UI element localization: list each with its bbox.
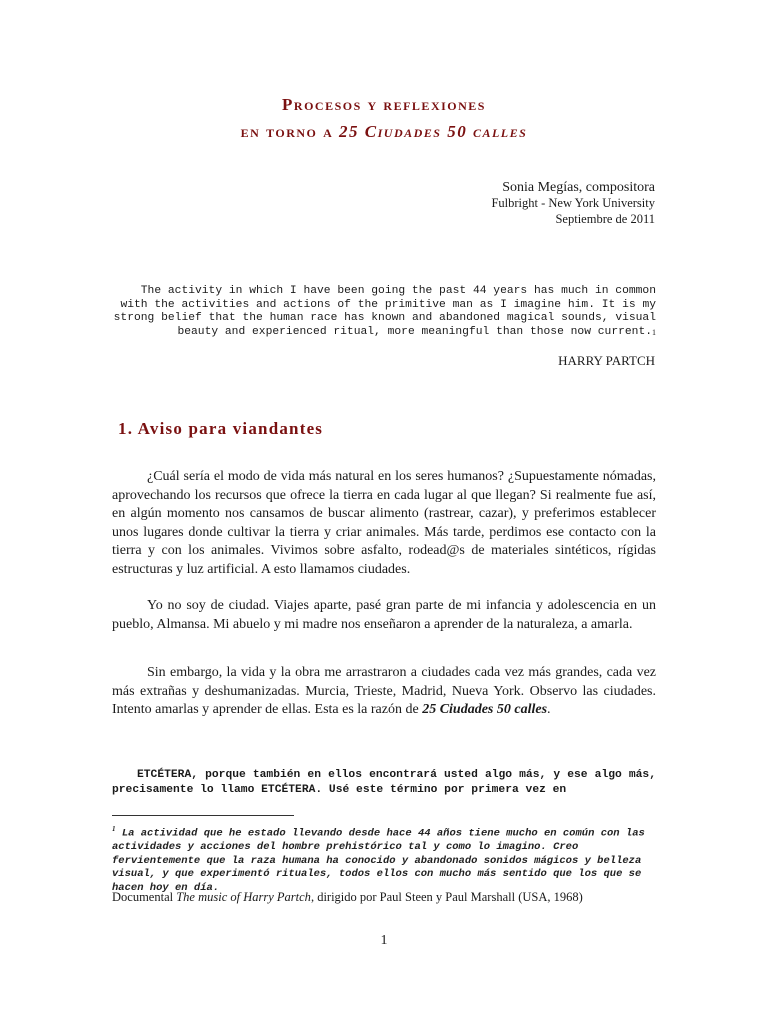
footnote-source xyxy=(112,890,583,905)
page-number: 1 xyxy=(380,933,388,948)
footnote-number: 1 xyxy=(112,825,116,833)
footnote-text: La actividad que he estado llevando desde hace 44 años tiene mucho en común con las actividades y acciones del hombre prehistórico tal y como lo imagino. Creo fervientemente que la raza humana ha conocido y abandonado sonidos mágicos y belleza visual, y que experimentó rituales, todos ellos con mucho más sentido que los que se hacen hoy en día. xyxy=(112,827,645,894)
paragraph-3-end: . xyxy=(547,702,551,717)
paragraph-1 xyxy=(112,468,656,579)
author-name: Sonia Megías, compositora xyxy=(502,180,655,195)
epigraph-text: The activity in which I have been going the past 44 years has much in common with the activities and actions of the primitive man as I imagine him. It is my strong belief that the human race has known and abandoned magical sounds, visual beauty and experienced ritual, more meaningful than those now current. xyxy=(113,285,656,338)
title-text-1: Procesos y reflexiones xyxy=(282,95,486,114)
section-heading: 1. Aviso para viandantes xyxy=(118,419,324,438)
author-date: Septiembre de 2011 xyxy=(555,212,655,226)
paragraph-2 xyxy=(112,597,656,634)
epigraph xyxy=(112,285,656,339)
title-line-1 xyxy=(0,95,768,115)
work-title: 25 Ciudades 50 calles xyxy=(422,702,548,717)
footnote-divider xyxy=(112,815,294,816)
author-affiliation: Fulbright - New York University xyxy=(491,196,655,210)
epigraph-attribution: HARRY PARTCH xyxy=(558,353,655,368)
quote-text: ETCÉTERA, porque también en ellos encontrará usted algo más, y ese algo más, precisamente lo llamo ETCÉTERA. Usé este término por primera vez en xyxy=(112,769,656,796)
footnote xyxy=(112,823,656,895)
source-suffix: , dirigido por Paul Steen y Paul Marshall (USA, 1968) xyxy=(310,890,583,904)
paragraph-3-text: Sin embargo, la vida y la obra me arrastraron a ciudades cada vez más grandes, cada vez más extrañas y deshumanizadas. Murcia, Trieste, Madrid, Nueva York. Observo las ciudades. Intento amarlas y aprender de ellas. Esta es la razón de xyxy=(112,665,656,717)
title-work-name: 25 Ciudades 50 calles xyxy=(339,122,528,141)
footnote-ref[interactable]: 1 xyxy=(652,327,656,337)
source-title: The music of Harry Partch xyxy=(176,890,311,904)
source-prefix: Documental xyxy=(112,890,177,904)
title-line-2 xyxy=(0,122,768,142)
paragraph-2-text: Yo no soy de ciudad. Viajes aparte, pasé gran parte de mi infancia y adolescencia en un pueblo, Almansa. Mi abuelo y mi madre nos enseñaron a aprender de la naturaleza, a amarla. xyxy=(112,598,656,632)
paragraph-1-text: ¿Cuál sería el modo de vida más natural en los seres humanos? ¿Supuestamente nómadas, aprovechando los recursos que ofrece la tierra en cada lugar al que llegan? Si realmente fue así, en algún momento nos cansamos de buscar alimento (rastrear, cazar), y preferimos establecer unos lugares donde cultivar la tierra y criar animales. Más tarde, perdimos ese contacto con la tierra y con los animales. Vivimos sobre asfalto, rodead@s de materiales sintéticos, rígidas estructuras y luz artificial. A esto llamamos ciudades. xyxy=(112,469,656,577)
quote-paragraph xyxy=(112,768,656,798)
title-prefix: en torno a xyxy=(240,122,340,141)
paragraph-3 xyxy=(112,664,656,720)
